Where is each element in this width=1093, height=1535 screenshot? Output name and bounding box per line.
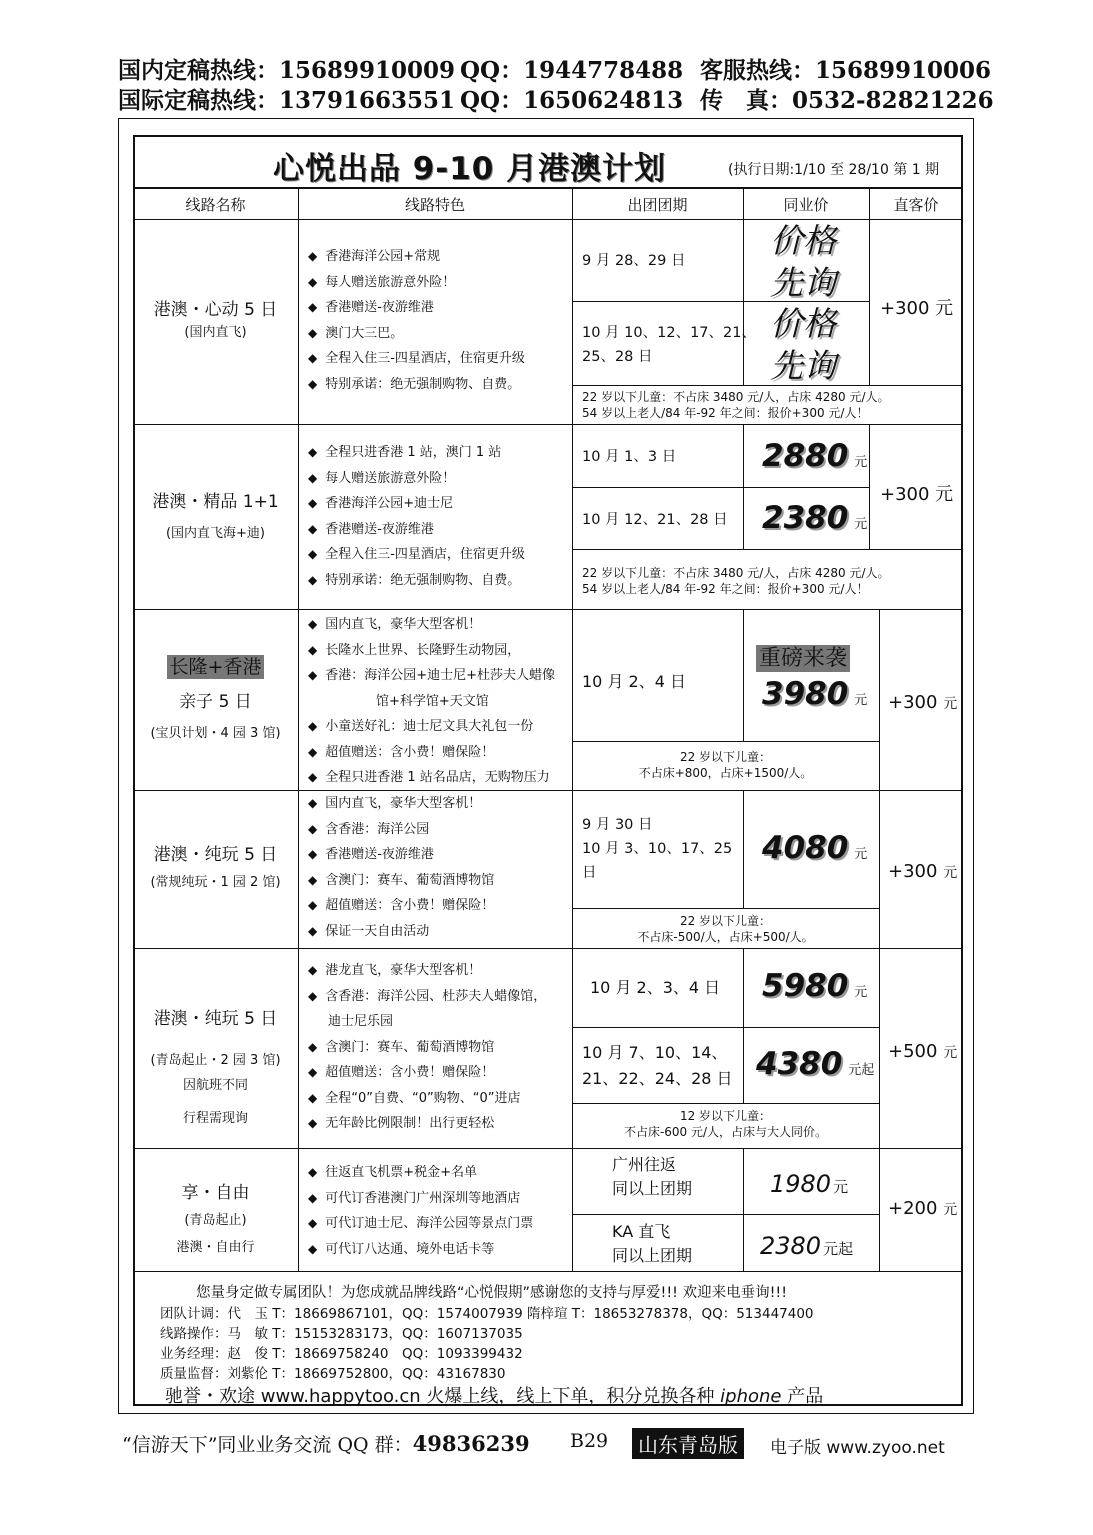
feature-item: ◆ 每人赠送旅游意外险！ [308, 466, 525, 492]
price-value: 3980 [762, 676, 849, 712]
route-6-extra: 港澳・自由行 [176, 1240, 255, 1255]
intl-hotline: 国际定稿热线：13791663551 [118, 87, 456, 114]
route-4-features [308, 791, 494, 944]
note-line: 不占床-500/人，占床+500/人。 [637, 930, 814, 944]
direct-num: +300 [888, 692, 938, 713]
feature-item: ◆ 香港赠送-夜游维港 [308, 842, 494, 868]
direct-unit: 元 [943, 865, 958, 881]
feature-item: ◆ 全程只进香港 1 站，澳门 1 站 [308, 440, 525, 466]
feature-item: ◆ 可代订八达通、境外电话卡等 [308, 1237, 533, 1263]
direct-unit: 元 [943, 1045, 958, 1061]
route-2-features [308, 440, 525, 593]
route-6-price-2 [760, 1232, 853, 1260]
price-value: 4380 [756, 1046, 843, 1082]
price-unit: 元 [854, 847, 868, 862]
route-3-notes [572, 749, 879, 781]
price-unit: 元 [833, 1178, 849, 1196]
route-5-price-1 [762, 968, 867, 1004]
route-3-badge [756, 641, 850, 672]
route-1-date-2 [582, 321, 756, 369]
route-1-title: 港澳・心动 5 日 [153, 299, 278, 320]
feature-item: ◆ 往返直飞机票+税金+名单 [308, 1160, 533, 1186]
fax: 传 真：0532-82821226 [700, 87, 994, 114]
feature-item: ◆ 长隆水上世界、长隆野生动物园， [308, 638, 555, 664]
direct-unit: 元 [943, 1202, 958, 1218]
note-line: 22 岁以下儿童：不占床 3480 元/人，占床 4280 元/人。 [582, 566, 890, 580]
price-value: 2880 [762, 438, 849, 474]
col-header-features: 线路特色 [404, 195, 465, 214]
feature-item: ◆ 香港赠送-夜游维港 [308, 517, 525, 543]
contact-line: 业务经理：赵 俊 T：18669758240 QQ：1093399432 [160, 1346, 523, 1362]
route-6-title: 享・自由 [181, 1183, 250, 1203]
route-1-price-ask-1 [770, 220, 836, 304]
page-title: 心悦出品 9-10 月港澳计划 [273, 151, 667, 187]
route-4-direct-price [888, 861, 957, 882]
route-5-features [308, 958, 546, 1137]
price-unit: 元 [854, 693, 868, 708]
route-2-price-1 [762, 438, 867, 474]
date-line: KA 直飞 [612, 1222, 671, 1241]
route-2-notes [582, 565, 890, 597]
col-header-direct-price: 直客价 [893, 195, 939, 214]
price-value: 5980 [762, 968, 849, 1004]
route-6-date-1 [612, 1153, 692, 1201]
footer-contacts [160, 1304, 814, 1384]
note-line: 12 岁以下儿童： [679, 1109, 772, 1123]
promo-product: iphone [720, 1386, 782, 1407]
route-4-notes [572, 913, 879, 945]
route-5-notes [572, 1108, 879, 1140]
route-5-name [133, 1004, 298, 1126]
feature-item: ◆ 含香港：海洋公园、杜莎夫人蜡像馆， [308, 984, 546, 1010]
feature-item: ◆ 全程只进香港 1 站名品店，无购物压力 [308, 765, 555, 791]
date-line: 10 月 3、10、17、25 [582, 841, 733, 857]
date-line: 同以上团期 [612, 1179, 693, 1198]
route-1-date-1: 9 月 28、29 日 [582, 253, 686, 269]
date-line: 10 月 10、12、17、21、 [582, 325, 756, 341]
route-2-price-2 [762, 500, 867, 536]
qq-1: QQ：1944778488 [460, 57, 684, 84]
feature-item: ◆ 全程“0”自费、“0”购物、“0”进店 [308, 1086, 546, 1112]
qq-2: QQ：1650624813 [460, 87, 684, 114]
route-3-direct-price [888, 692, 957, 713]
date-line: 21、22、24、28 日 [582, 1069, 733, 1088]
note-line: 22 岁以下儿童： [679, 914, 772, 928]
route-2-date-1: 10 月 1、3 日 [582, 449, 677, 465]
route-6-features [308, 1160, 533, 1262]
date-line: 10 月 7、10、14、 [582, 1043, 728, 1062]
feature-item: ◆ 香港海洋公园+迪士尼 [308, 491, 525, 517]
direct-unit: 元 [943, 696, 958, 712]
feature-item: ◆ 特别承诺：绝无强制购物、自费。 [308, 568, 525, 594]
feature-item: ◆ 可代订香港澳门广州深圳等地酒店 [308, 1186, 533, 1212]
note-line: 54 岁以上老人/84 年-92 年之间：报价+300 元/人！ [582, 582, 869, 596]
price-unit: 元 [854, 985, 868, 1000]
route-6-direct-price [888, 1198, 957, 1219]
route-1-price-ask-2 [770, 303, 836, 387]
route-4-name [133, 843, 298, 892]
route-6-name [133, 1178, 298, 1255]
route-3-highlight: 长隆+香港 [167, 655, 265, 679]
direct-num: +300 [888, 861, 938, 882]
feature-item: ◆ 特别承诺：绝无强制购物、自费。 [308, 372, 525, 398]
website: 电子版 www.zyoo.net [770, 1438, 945, 1458]
date-line: 同以上团期 [612, 1246, 693, 1265]
route-2-date-2: 10 月 12、21、28 日 [582, 512, 728, 528]
note-line: 不占床+800，占床+1500/人。 [638, 766, 813, 780]
route-2-direct-price: +300 元 [880, 484, 954, 505]
route-4-subtitle: (常规纯玩・1 园 2 馆) [150, 874, 281, 890]
edition-badge: 山东青岛版 [632, 1428, 744, 1459]
feature-item: ◆ 香港：海洋公园+迪士尼+杜莎夫人蜡像 [308, 663, 555, 689]
date-line: 日 [582, 865, 597, 881]
price-ask-line: 价格 [770, 221, 836, 260]
route-2-subtitle: (国内直飞海+迪) [165, 525, 266, 541]
contact-line: 线路操作：马 敏 T：15153283173，QQ：1607137035 [160, 1326, 523, 1342]
route-1-notes [582, 389, 890, 421]
feature-item: ◆ 国内直飞，豪华大型客机！ [308, 791, 494, 817]
note-line: 不占床-600 元/人，占床与大人同价。 [623, 1125, 828, 1139]
feature-item-cont: 迪士尼乐园 [328, 1014, 394, 1029]
route-4-dates [582, 813, 732, 885]
validity-period: (执行日期:1/10 至 28/10 第 1 期 [728, 162, 940, 178]
promo-text-end: 产品 [781, 1386, 824, 1407]
route-5-direct-price [888, 1041, 957, 1062]
col-header-route: 线路名称 [185, 195, 246, 214]
route-1-subtitle: (国内直飞) [184, 325, 247, 340]
date-line: 广州往返 [612, 1155, 677, 1174]
price-value: 2380 [762, 500, 849, 536]
route-6-subtitle: (青岛起止) [184, 1213, 247, 1228]
table-title [133, 135, 963, 189]
route-2-name [133, 490, 298, 543]
route-5-title: 港澳・纯玩 5 日 [153, 1009, 278, 1029]
feature-item: ◆ 超值赠送：含小费！赠保险！ [308, 893, 494, 919]
route-5-extra: 因航班不同 [182, 1078, 248, 1093]
bottom-group [122, 1430, 530, 1457]
promo-text: 驰誉・欢途 www.happytoo.cn 火爆上线，线上下单，积分兑换各种 [165, 1386, 721, 1407]
group-label: “信游天下”同业业务交流 QQ 群： [122, 1434, 413, 1456]
feature-item: ◆ 香港海洋公园+常规 [308, 244, 525, 270]
feature-item: ◆ 全程入住三-四星酒店，住宿更升级 [308, 346, 525, 372]
feature-item: ◆ 全程入住三-四星酒店，住宿更升级 [308, 542, 525, 568]
route-1-features [308, 244, 525, 397]
note-line: 54 岁以上老人/84 年-92 年之间：报价+300 元/人！ [582, 406, 869, 420]
note-line: 22 岁以下儿童： [679, 750, 772, 764]
route-5-date-2 [582, 1040, 733, 1092]
footer-slogan: 您量身定做专属团队！为您成就品牌线路“心悦假期”感谢您的支持与厚爱!!! 欢迎来电垂询!!! [196, 1285, 788, 1301]
feature-item-cont: 馆+科学馆+天文馆 [376, 693, 489, 709]
route-5-extra: 行程需现询 [182, 1111, 248, 1126]
price-ask-line: 价格 [770, 304, 836, 343]
price-unit: 元 [854, 455, 868, 470]
col-header-dates: 出团团期 [627, 195, 688, 214]
service-hotline: 客服热线：15689910006 [700, 57, 992, 84]
contact-line: 质量监督：刘紫伦 T：18669752800，QQ：43167830 [160, 1366, 506, 1382]
price-ask-line: 先询 [770, 346, 836, 385]
direct-num: +200 [888, 1198, 938, 1219]
domestic-hotline: 国内定稿热线：15689910009 [118, 57, 456, 84]
route-5-subtitle: (青岛起止・2 园 3 馆) [150, 1053, 281, 1068]
feature-item: ◆ 可代订迪士尼、海洋公园等景点门票 [308, 1211, 533, 1237]
direct-num: +500 [888, 1041, 938, 1062]
route-3-date: 10 月 2、4 日 [582, 672, 686, 691]
route-4-price [762, 830, 867, 866]
route-3-features [308, 612, 555, 791]
route-6-date-2 [612, 1220, 692, 1268]
footer-promo [165, 1382, 823, 1408]
price-value: 4080 [762, 830, 849, 866]
route-5-date-1: 10 月 2、3、4 日 [590, 978, 721, 997]
price-unit: 元 [854, 517, 868, 532]
col-header-trade-price: 同业价 [783, 195, 829, 214]
badge-text: 重磅来袭 [756, 645, 850, 672]
feature-item: ◆ 香港赠送-夜游维港 [308, 295, 525, 321]
feature-item: ◆ 小童送好礼：迪士尼文具大礼包一份 [308, 714, 555, 740]
feature-item: ◆ 含澳门：赛车、葡萄酒博物馆 [308, 868, 494, 894]
feature-item: ◆ 含香港：海洋公园 [308, 817, 494, 843]
price-unit: 元起 [823, 1240, 854, 1258]
price-unit: 元起 [848, 1063, 875, 1078]
route-3-subtitle: (宝贝计划・4 园 3 馆) [150, 726, 281, 741]
feature-item: ◆ 保证一天自由活动 [308, 919, 494, 945]
feature-item: ◆ 超值赠送：含小费！赠保险！ [308, 1060, 546, 1086]
feature-item: ◆ 含澳门：赛车、葡萄酒博物馆 [308, 1035, 546, 1061]
contact-line: 团队计调：代 玉 T：18669867101，QQ：1574007939 隋梓瑄 T：18653278378，QQ：513447400 [160, 1306, 814, 1322]
price-ask-line: 先询 [770, 263, 836, 302]
feature-item: ◆ 超值赠送：含小费！赠保险！ [308, 740, 555, 766]
feature-item: ◆ 每人赠送旅游意外险！ [308, 270, 525, 296]
group-number: 49836239 [412, 1431, 530, 1456]
route-3-name [133, 652, 298, 741]
route-1-direct-price: +300 元 [880, 298, 954, 319]
route-1-name [133, 290, 298, 350]
feature-item: ◆ 澳门大三巴。 [308, 321, 525, 347]
route-3-price [762, 676, 867, 712]
page-number: B29 [570, 1430, 609, 1452]
price-value: 2380 [760, 1232, 822, 1260]
note-line: 22 岁以下儿童：不占床 3480 元/人，占床 4280 元/人。 [582, 390, 890, 404]
feature-item: ◆ 港龙直飞，豪华大型客机！ [308, 958, 546, 984]
route-6-price-1 [770, 1170, 848, 1198]
route-4-title: 港澳・纯玩 5 日 [153, 845, 278, 865]
route-2-title: 港澳・精品 1+1 [152, 492, 279, 512]
date-line: 25、28 日 [582, 349, 653, 365]
feature-item: ◆ 无年龄比例限制！出行更轻松 [308, 1111, 546, 1137]
price-value: 1980 [770, 1170, 832, 1198]
route-5-price-2 [756, 1046, 874, 1082]
route-3-title: 亲子 5 日 [179, 692, 252, 712]
feature-item: ◆ 国内直飞，豪华大型客机！ [308, 612, 555, 638]
date-line: 9 月 30 日 [582, 817, 653, 833]
